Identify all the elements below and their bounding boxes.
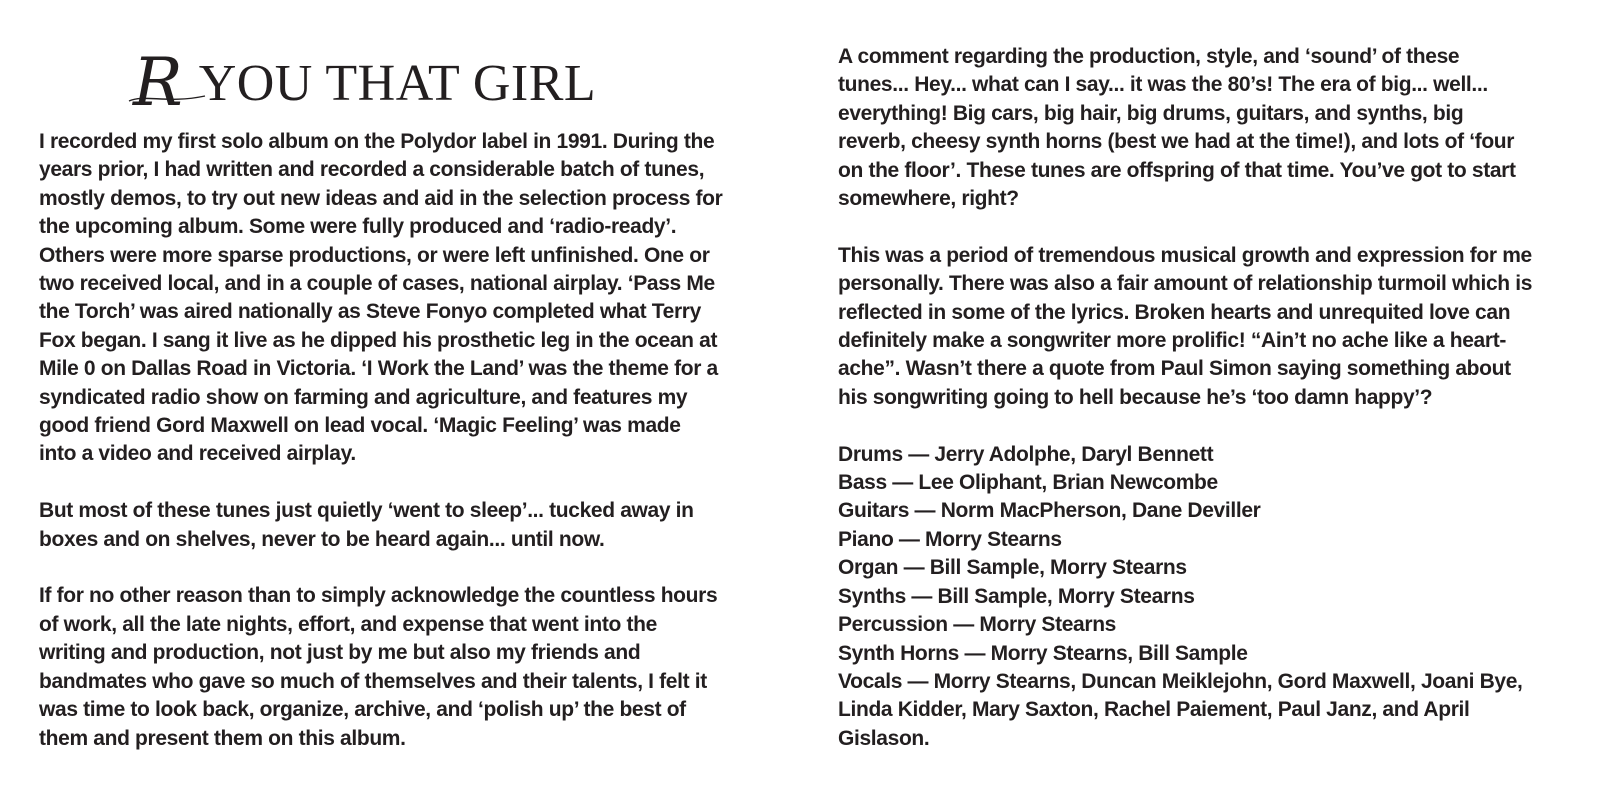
right-paragraph-1: A comment regarding the production, style, and ‘sound’ of these tunes... Hey... what can I say... it was the 80’s! The era of big... well... everything! Big cars, big hair, big drums, guitars, and synths, big reverb, cheesy synth horns (best we had at the time!), and lots of ‘four on the floor’. These tunes are offspring of that time. You’ve got to start somewhere, right? (838, 45, 1516, 211)
credit-synths: Synths — Bill Sample, Morry Stearns (838, 584, 1195, 608)
credit-synth-horns: Synth Horns — Morry Stearns, Bill Sample (838, 641, 1248, 665)
credit-guitars: Guitars — Norm MacPherson, Dane Deviller (838, 499, 1261, 523)
credits-list (838, 441, 1578, 753)
right-column (838, 43, 1578, 753)
left-paragraph-1: I recorded my first solo album on the Polydor label in 1991. During the years prior, I had written and recorded a considerable batch of tunes, mostly demos, to try out new ideas and aid in the selection process for the upcoming album. Some were fully produced and ‘radio-ready’. Others were more sparse productions, or were left unfinished. One or two received local, and in a couple of cases, national airplay. ‘Pass Me the Torch’ was aired nationally as Steve Fonyo completed what Terry Fox began. I sang it live as he dipped his prosthetic leg in the ocean at Mile 0 on Dallas Road in Victoria. ‘I Work the Land’ was the theme for a syndicated radio show on farming and agriculture, and features my good friend Gord Maxwell on lead vocal. ‘Magic Feeling’ was made into a video and received airplay. (39, 130, 723, 466)
right-paragraph-2: This was a period of tremendous musical growth and expression for me personally. There was also a fair amount of relationship turmoil which is reflected in some of the lyrics. Broken hearts and unrequited love can definitely make a songwriter more prolific! “Ain’t no ache like a heart- ache”. Wasn’t there a quote from Paul Simon saying something about his songwriting going to hell because he’s ‘too damn happy’? (838, 243, 1533, 409)
title-swash-flourish (127, 92, 207, 104)
credit-bass: Bass — Lee Oliphant, Brian Newcombe (838, 471, 1218, 495)
credit-vocals: Vocals — Morry Stearns, Duncan Meiklejohn, Gord Maxwell, Joani Bye, Linda Kidder, Mary Saxton, Rachel Paiement, Paul Janz, and April Gislason. (838, 669, 1523, 750)
credit-organ: Organ — Bill Sample, Morry Stearns (838, 556, 1187, 580)
page-title (133, 40, 597, 121)
title-text: YOU THAT GIRL (198, 55, 597, 112)
credit-piano: Piano — Morry Stearns (838, 527, 1062, 551)
left-column (39, 128, 779, 753)
left-paragraph-2: But most of these tunes just quietly ‘went to sleep’... tucked away in boxes and on shelves, never to be heard again... until now. (39, 499, 694, 551)
title-decorative-initial: R (133, 44, 183, 121)
credit-drums: Drums — Jerry Adolphe, Daryl Bennett (838, 442, 1214, 466)
credit-percussion: Percussion — Morry Stearns (838, 613, 1116, 637)
left-paragraph-3: If for no other reason than to simply acknowledge the countless hours of work, all the late nights, effort, and expense that went into the writing and production, not just by me but also my friends and bandmates who gave so much of themselves and their talents, I felt it was time to look back, organize, archive, and ‘polish up’ the best of them and present them on this album. (39, 584, 718, 750)
